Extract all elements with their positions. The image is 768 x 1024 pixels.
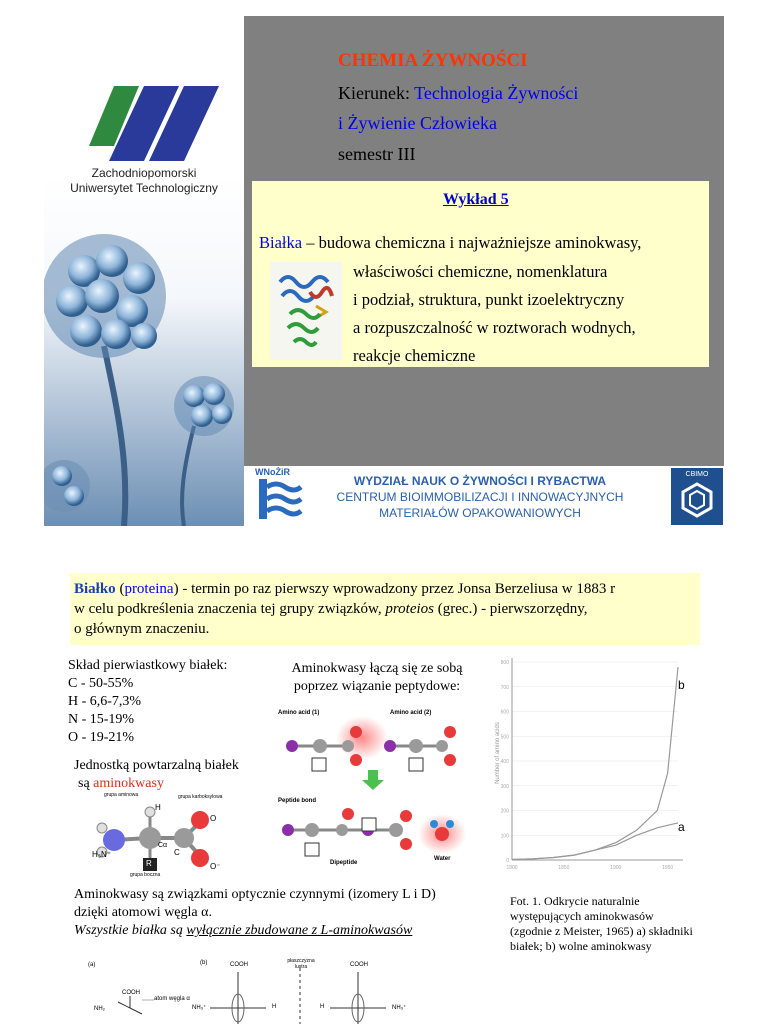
optical-activity-text bbox=[74, 886, 436, 940]
hexagon-icon bbox=[671, 478, 723, 522]
kierunek-line bbox=[338, 83, 578, 104]
oxygen-minus-label: O⁻ bbox=[210, 862, 221, 871]
y-tick-label: 800 bbox=[500, 660, 509, 666]
faculty-line-1: WYDZIAŁ NAUK O ŻYWNOŚCI I RYBACTWA bbox=[353, 474, 607, 488]
y-tick-label: 0 bbox=[506, 858, 509, 864]
caption-line-1: Fot. 1. Odkrycie naturalnie bbox=[510, 894, 640, 908]
repeat-unit-line-1: Jednostką powtarzalną białek bbox=[74, 758, 239, 773]
topic-keyword: Białka bbox=[259, 233, 303, 252]
isomer-diagrams bbox=[88, 958, 418, 1024]
r-group-label: R bbox=[146, 859, 152, 868]
flower-head bbox=[44, 234, 166, 358]
isomer-cooh-b: COOH bbox=[230, 962, 248, 968]
waves-icon bbox=[255, 477, 303, 521]
amino-group-label: grupa aminowa bbox=[104, 792, 139, 798]
series-b-label: b bbox=[678, 678, 685, 692]
university-name-line1: Zachodniopomorski bbox=[91, 166, 197, 180]
kierunek-value-1: Technologia Żywności bbox=[414, 83, 579, 103]
protein-structure-image bbox=[270, 262, 342, 360]
x-tick-label: 1850 bbox=[558, 865, 570, 871]
series-a-line bbox=[512, 823, 678, 860]
isomer-cooh-c: COOH bbox=[350, 962, 368, 968]
amino-acid-1-label: Amino acid (1) bbox=[278, 710, 320, 716]
university-name-line2: Uniwersytet Technologiczny bbox=[70, 181, 218, 195]
chart-svg bbox=[478, 650, 703, 882]
composition-item: C - 50-55% bbox=[68, 676, 134, 691]
definition-term-alt: proteina bbox=[124, 581, 174, 597]
peptide-bond-label: Peptide bond bbox=[278, 798, 316, 804]
university-logo-graphic bbox=[44, 16, 244, 526]
mirror-plane-label: płaszczyzna lustra bbox=[287, 958, 315, 970]
y-tick-label: 600 bbox=[500, 709, 509, 716]
y-tick-label: 200 bbox=[500, 808, 509, 815]
isomer-label-b: (b) bbox=[200, 960, 208, 966]
repeat-unit-line-2: są aminokwasy bbox=[78, 776, 164, 791]
composition-item: H - 6,6-7,3% bbox=[68, 694, 142, 709]
composition-item: N - 15-19% bbox=[68, 712, 135, 727]
x-tick-label: 1800 bbox=[506, 865, 518, 871]
x-tick-label: 1900 bbox=[610, 865, 622, 871]
carbon-label: C bbox=[174, 848, 180, 857]
logo-panel bbox=[44, 16, 244, 526]
caption-line-4: białek; b) wolne aminokwasy bbox=[510, 939, 652, 953]
y-tick-label: 100 bbox=[500, 833, 509, 840]
h3n-label: H₃N⁺ bbox=[92, 850, 112, 859]
kierunek-value-2: i Żywienie Człowieka bbox=[338, 113, 497, 133]
cbimo-logo-text: CBIMO bbox=[685, 471, 709, 478]
faculty-logo bbox=[255, 467, 305, 525]
peptide-line-1: Aminokwasy łączą się ze sobą bbox=[291, 661, 463, 676]
definition-line-3: o głównym znaczeniu. bbox=[74, 621, 210, 637]
isomer-h-right: H bbox=[320, 1004, 325, 1010]
side-chain-label: grupa boczna bbox=[130, 872, 161, 878]
optical-line-1: Aminokwasy są związkami optycznie czynnymi (izomery L i D) bbox=[74, 887, 436, 902]
aminokwasy-link: aminokwasy bbox=[93, 776, 164, 791]
amino-acid-discovery-chart bbox=[478, 650, 703, 882]
definition-line-1: Białko (proteina) - termin po raz pierwszy wprowadzony przez Jonsa Berzeliusa w 1883 r bbox=[74, 581, 616, 597]
course-title: CHEMIA ŻYWNOŚCI bbox=[338, 50, 528, 71]
lecture-title[interactable]: Wykład 5 bbox=[443, 191, 509, 208]
definition-line-2: w celu podkreślenia znaczenia tej grupy związków, proteios (grec.) - pierwszorzędny, bbox=[74, 601, 588, 617]
y-tick-label: 300 bbox=[500, 783, 509, 790]
peptide-bond-diagram bbox=[272, 706, 472, 874]
peptide-text bbox=[283, 660, 471, 696]
optical-line-2: dzięki atomowi węgla α. bbox=[74, 905, 212, 920]
repeat-unit-text bbox=[74, 757, 239, 793]
isomer-nh3-left: NH₃⁺ bbox=[192, 1005, 207, 1011]
faculty-logo-text: WNoŻiR bbox=[255, 467, 290, 477]
alpha-carbon-label: Cα bbox=[158, 842, 168, 849]
isomer-cooh-a: COOH bbox=[122, 990, 140, 996]
topic-line-4: a rozpuszczalność w roztworach wodnych, bbox=[353, 318, 636, 337]
isomer-h-left: H bbox=[272, 1004, 277, 1010]
cbimo-logo bbox=[671, 468, 723, 525]
composition-block bbox=[68, 657, 227, 747]
caption-line-2: występujących aminokwasów bbox=[510, 909, 654, 923]
faculty-line-2: CENTRUM BIOIMMOBILIZACJI I INNOWACYJNYCH bbox=[336, 490, 624, 504]
isomer-nh3-right: NH₃⁺ bbox=[392, 1005, 407, 1011]
flower-head-small bbox=[174, 376, 234, 436]
peptide-line-2: poprzez wiązanie peptydowe: bbox=[293, 679, 461, 694]
series-a-label: a bbox=[678, 820, 685, 834]
hydrogen-label: H bbox=[155, 803, 161, 812]
faculty-name bbox=[300, 473, 660, 521]
dipeptide-label: Dipeptide bbox=[330, 860, 358, 866]
semester: semestr III bbox=[338, 144, 416, 164]
isomer-nh2: NH₂ bbox=[94, 1006, 105, 1012]
figure-caption bbox=[510, 894, 693, 954]
definition-term: Białko bbox=[74, 581, 116, 597]
amino-acid-2-label: Amino acid (2) bbox=[390, 710, 432, 716]
composition-item: O - 19-21% bbox=[68, 730, 135, 745]
water-label: Water bbox=[434, 856, 451, 862]
kierunek-label: Kierunek: bbox=[338, 83, 415, 103]
y-tick-label: 500 bbox=[500, 734, 509, 741]
topic-line-3: i podział, struktura, punkt izoelektryczny bbox=[353, 290, 625, 309]
chart-y-axis-label: Number of amino acids bbox=[495, 722, 501, 784]
composition-heading: Skład pierwiastkowy białek: bbox=[68, 658, 228, 673]
y-tick-label: 400 bbox=[500, 759, 509, 765]
definition-box bbox=[70, 573, 700, 645]
topic-line-5: reakcje chemiczne bbox=[353, 346, 476, 365]
caption-line-3: (zgodnie z Meister, 1965) a) składniki bbox=[510, 924, 693, 938]
carbon-alpha-label: atom węgla α bbox=[154, 996, 190, 1002]
faculty-line-3: MATERIAŁÓW OPAKOWANIOWYCH bbox=[379, 506, 581, 520]
series-b-line bbox=[512, 667, 678, 860]
y-tick-label: 700 bbox=[500, 684, 509, 691]
isomer-label-a: (a) bbox=[88, 962, 96, 968]
topic-line-2: właściwości chemiczne, nomenklatura bbox=[353, 262, 608, 281]
x-tick-label: 1950 bbox=[662, 865, 674, 871]
amino-acid-model bbox=[92, 792, 232, 878]
optical-line-3: Wszystkie białka są wyłącznie zbudowane z L-aminokwasów bbox=[74, 923, 413, 938]
topic-line-1: Białka – budowa chemiczna i najważniejsze aminokwasy, bbox=[259, 233, 642, 252]
oxygen-label: O bbox=[210, 814, 217, 823]
carboxyl-group-label: grupa karboksylowa bbox=[178, 794, 223, 800]
